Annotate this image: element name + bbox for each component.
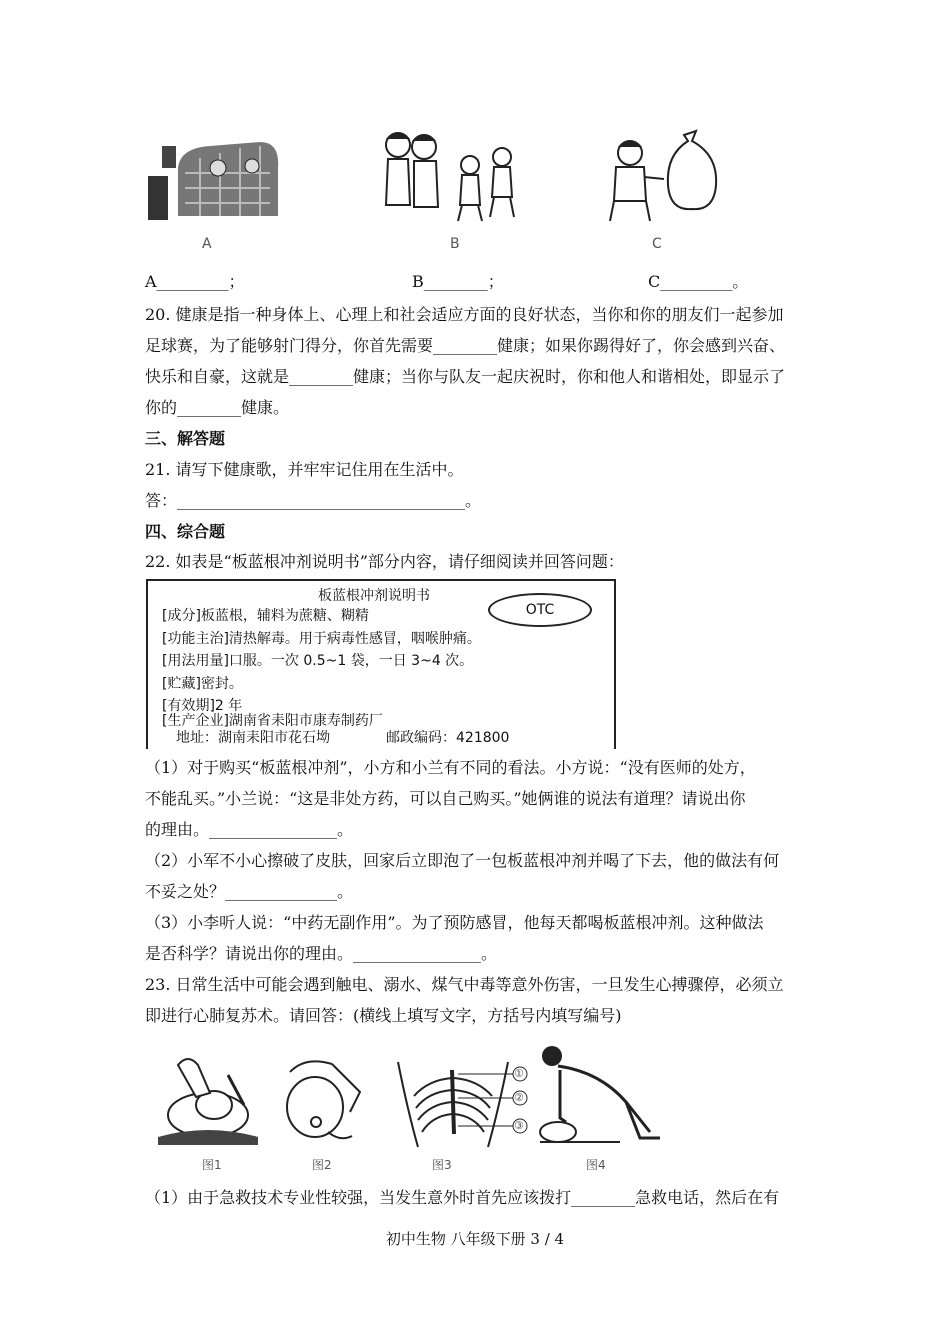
figure-c-label: C <box>652 236 662 252</box>
leaflet-row: [生产企业]湖南省耒阳市康寿制药厂 <box>162 713 383 729</box>
q22-sub1-line: （1）对于购买“板蓝根冲剂”，小方和小兰有不同的看法。小方说：“没有医师的处方， <box>145 758 756 777</box>
cpr-figure-1 <box>148 1045 268 1150</box>
leaflet-row: [贮藏]密封。 <box>162 676 243 692</box>
q19-blank-b: B________； <box>412 272 504 291</box>
q21-answer: 答：____________________________________。 <box>145 491 482 510</box>
q20-line: 你的________健康。 <box>145 398 290 417</box>
leaflet-title: 板蓝根冲剂说明书 <box>318 588 430 604</box>
cpr-figure-4 <box>530 1042 670 1150</box>
q22-intro: 22. 如表是“板蓝根冲剂说明书”部分内容，请仔细阅读并回答问题： <box>145 552 624 571</box>
section-title: 四、综合题 <box>145 522 226 541</box>
cpr-marker: ① <box>514 1067 524 1080</box>
leaflet-row: [用法用量]口服。一次 0.5~1 袋，一日 3~4 次。 <box>162 653 474 669</box>
leaflet-row: [有效期]2 年 <box>162 698 243 714</box>
cpr-figure-2 <box>270 1052 370 1148</box>
cpr-figure-caption: 图2 <box>312 1158 332 1172</box>
cpr-marker: ③ <box>514 1119 524 1132</box>
q21-question: 21. 请写下健康歌，并牢牢记住用在生活中。 <box>145 460 464 479</box>
cpr-figure-caption: 图4 <box>586 1158 606 1172</box>
q22-sub1-line: 不能乱买。”小兰说：“这是非处方药，可以自己购买。”她俩谁的说法有道理？请说出你 <box>145 789 746 808</box>
cpr-marker: ② <box>514 1091 524 1104</box>
q20-line: 快乐和自豪，这就是________健康；当你与队友一起庆祝时，你和他人和谐相处，即显示了 <box>145 367 786 386</box>
q20-line: 足球赛，为了能够射门得分，你首先需要________健康；如果你踢得好了，你会感到兴奋、 <box>145 336 786 355</box>
q22-sub3-line: 是否科学？请说出你的理由。________________。 <box>145 944 498 963</box>
figure-b-label: B <box>450 236 460 252</box>
leaflet-row: [成分]板蓝根，辅料为蔗糖、糊精 <box>162 608 369 624</box>
section-title: 三、解答题 <box>145 429 226 448</box>
q20-line: 20. 健康是指一种身体上、心理上和社会适应方面的良好状态，当你和你的朋友们一起参加 <box>145 305 784 324</box>
q19-blank-c: C_________。 <box>648 272 749 291</box>
figure-b-illustration <box>378 125 528 225</box>
otc-badge: OTC <box>488 593 592 627</box>
q23-line: 23. 日常生活中可能会遇到触电、溺水、煤气中毒等意外伤害，一旦发生心搏骤停，必须立 <box>145 975 784 994</box>
q22-sub3-line: （3）小李听人说：“中药无副作用”。为了预防感冒，他每天都喝板蓝根冲剂。这种做法 <box>145 913 764 932</box>
page-footer: 初中生物 八年级下册 3 / 4 <box>385 1230 565 1248</box>
q23-sub1: （1）由于急救技术专业性较强，当发生意外时首先应该拨打________急救电话，然后在有 <box>145 1188 780 1207</box>
q22-sub2-line: 不妥之处？______________。 <box>145 882 354 901</box>
q19-blank-a: A_________； <box>145 272 245 291</box>
cpr-figure-caption: 图3 <box>432 1158 452 1172</box>
q22-sub1-line: 的理由。________________。 <box>145 820 354 839</box>
q23-line: 即进行心肺复苏术。请回答：(横线上填写文字，方括号内填写编号) <box>145 1006 622 1025</box>
figure-c-illustration <box>600 125 730 225</box>
leaflet-row: [功能主治]清热解毒。用于病毒性感冒，咽喉肿痛。 <box>162 631 481 647</box>
figure-a-label: A <box>202 236 212 252</box>
cpr-figure-caption: 图1 <box>202 1158 222 1172</box>
figure-a-illustration <box>140 128 290 226</box>
q22-sub2-line: （2）小军不小心擦破了皮肤，回家后立即泡了一包板蓝根冲剂并喝了下去，他的做法有何 <box>145 851 780 870</box>
medicine-leaflet <box>146 579 616 749</box>
leaflet-row: 地址：湖南耒阳市花石坳 邮政编码：421800 <box>176 730 510 746</box>
